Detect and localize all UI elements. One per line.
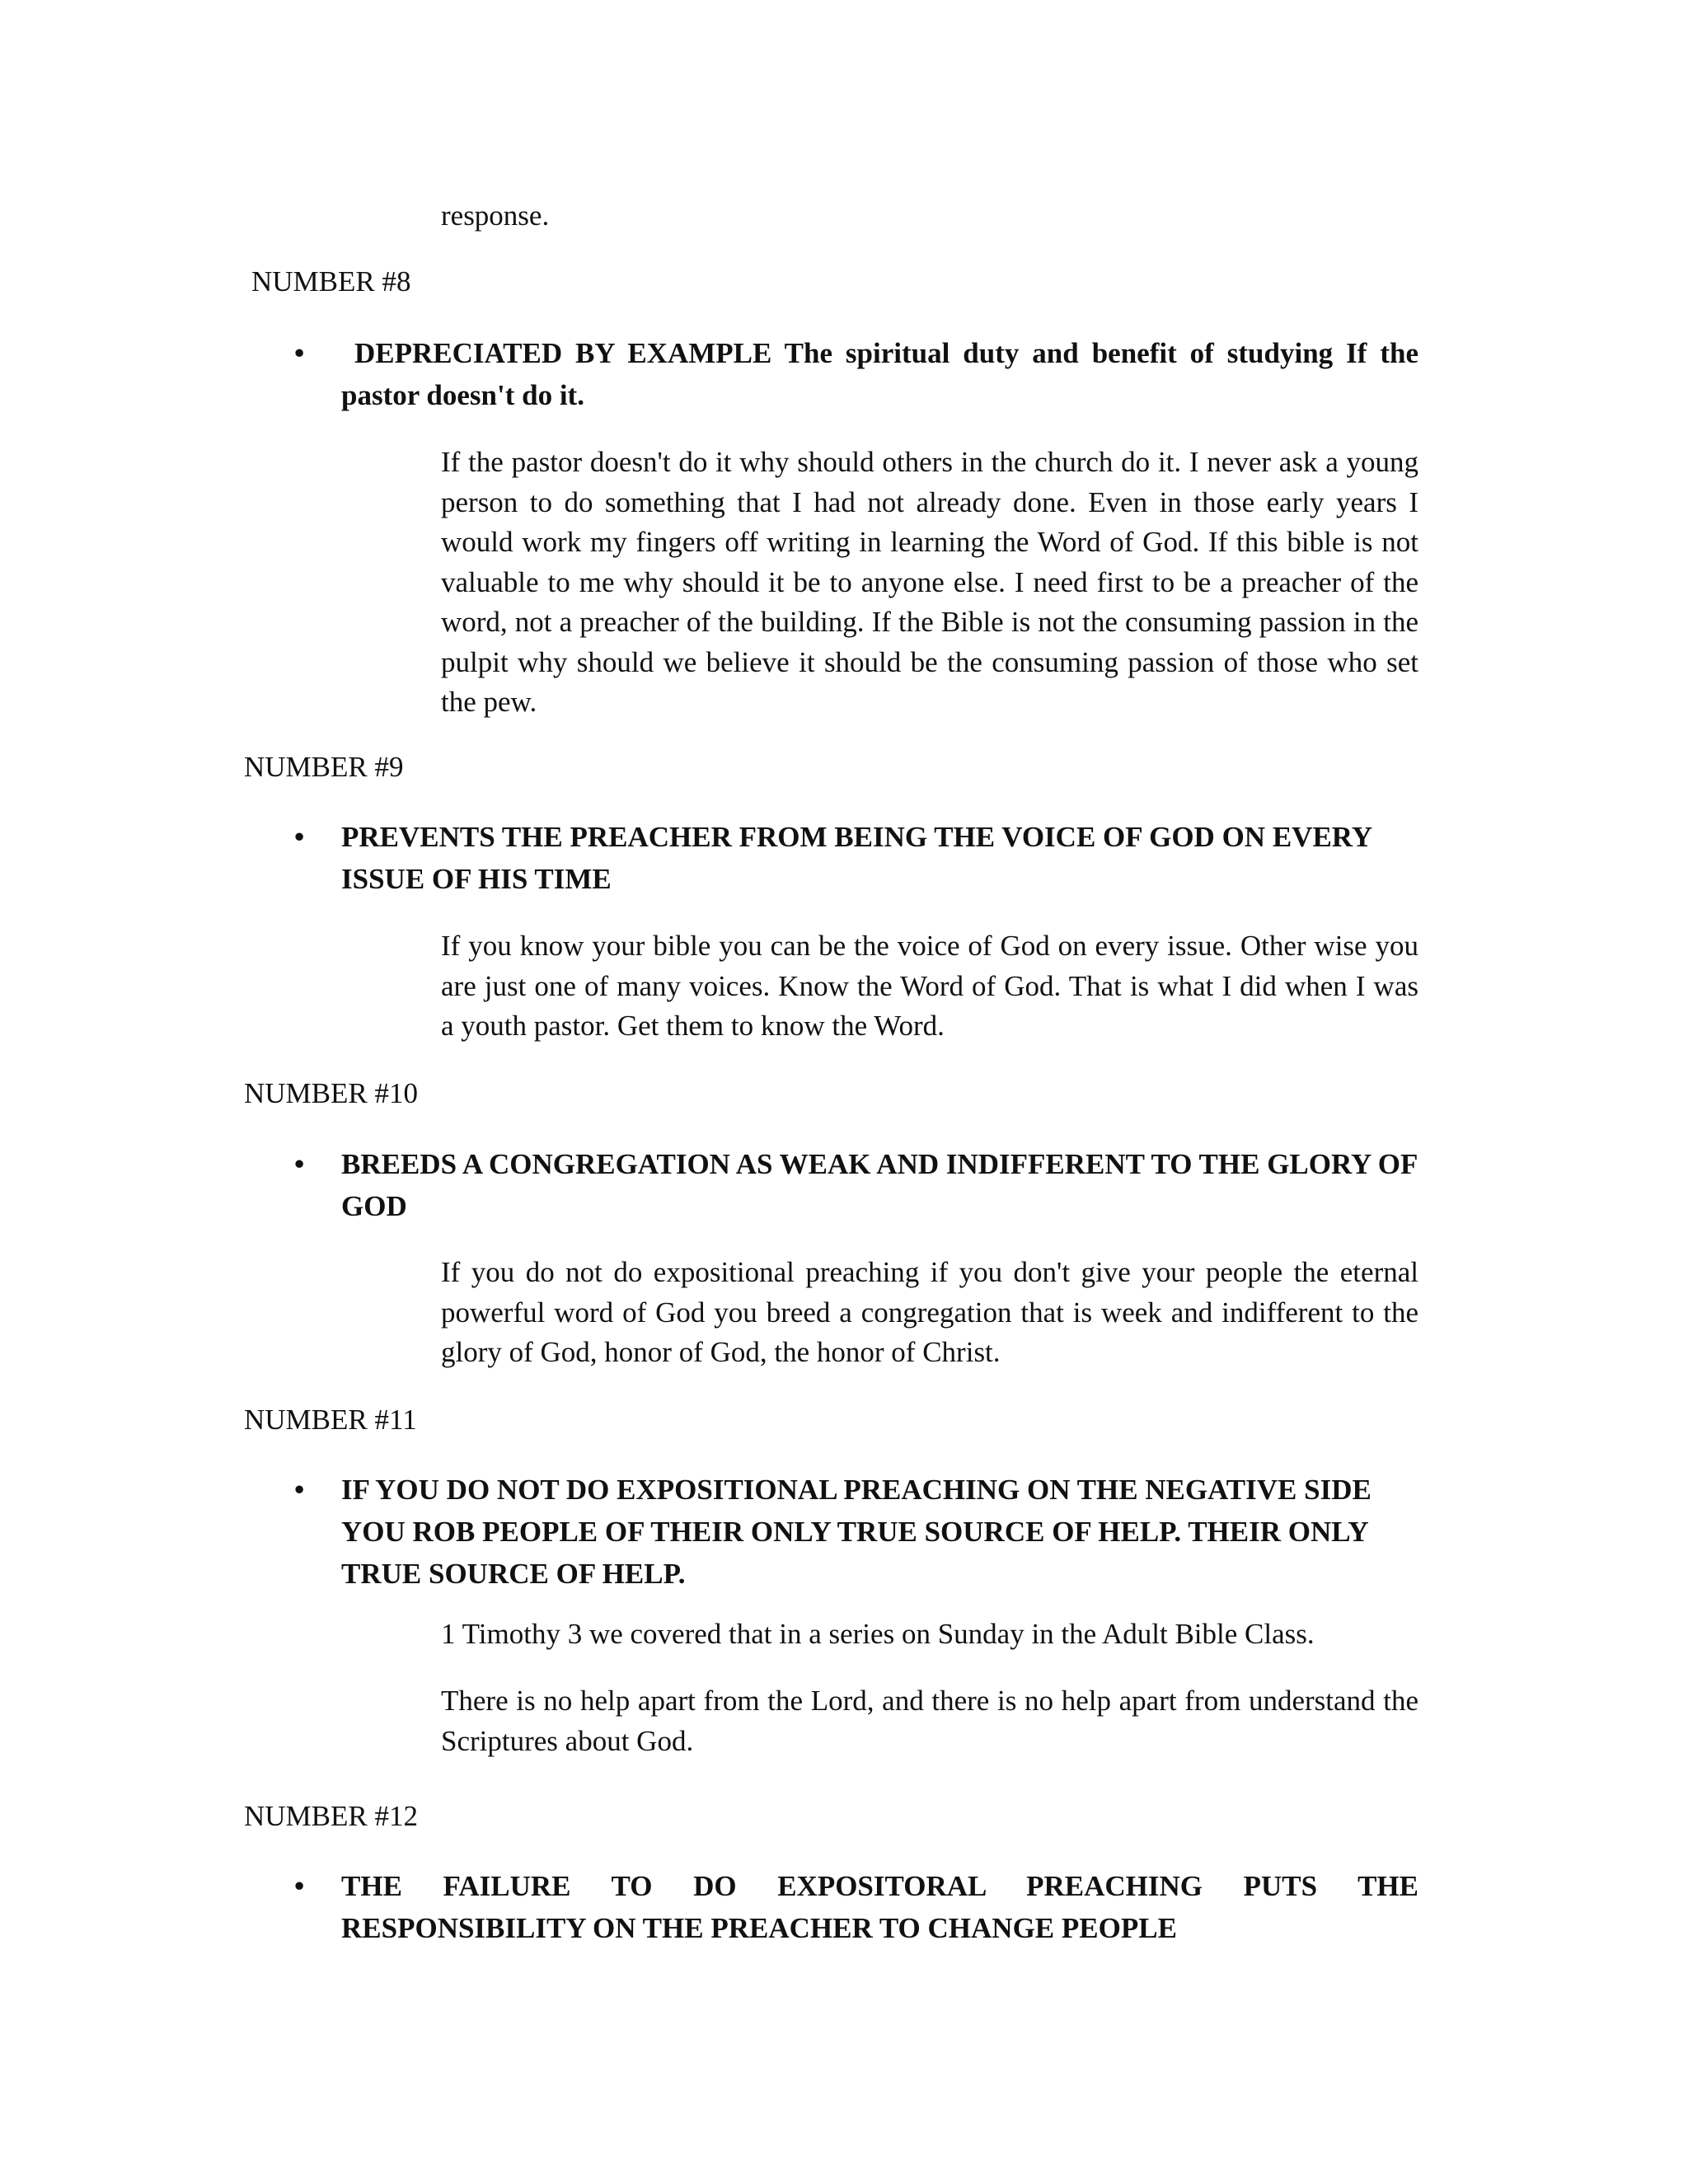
bullet-heading-9: PREVENTS THE PREACHER FROM BEING THE VOICE OF GOD ON EVERY ISSUE OF HIS TIME [341, 821, 1372, 895]
section-number-8: NUMBER #8 [251, 265, 411, 298]
section-number-10: NUMBER #10 [244, 1077, 418, 1109]
bullet-heading-11: IF YOU DO NOT DO EXPOSITIONAL PREACHING ON THE NEGATIVE SIDE YOU ROB PEOPLE OF THEIR ONLY TRUE SOURCE OF HELP. THEIR ONLY TRUE SOURCE OF HELP. [341, 1474, 1372, 1590]
section-number-11: NUMBER #11 [244, 1404, 417, 1436]
body-paragraph-9: If you know your bible you can be the voice of God on every issue. Other wise you are just one of many voices. Know the Word of God. That is what I did when I was a youth pastor. Get them to know the Word. [441, 930, 1418, 1042]
bullet-icon: • [294, 1148, 305, 1180]
body-paragraph-11a: 1 Timothy 3 we covered that in a series on Sunday in the Adult Bible Class. [441, 1618, 1315, 1650]
bullet-icon: • [294, 337, 305, 369]
bullet-icon: • [294, 821, 305, 853]
body-paragraph-8: If the pastor doesn't do it why should others in the church do it. I never ask a young person to do something that I had not already done. Even in those early years I would work my fingers off writing in learning the Word of God. If this bible is not valuable to me why should it be to anyone else. I need first to be a preacher of the word, not a preacher of the building. If the Bible is not the consuming passion in the pulpit why should we believe it should be the consuming passion of those who set the pew. [441, 446, 1418, 718]
body-paragraph-10: If you do not do expositional preaching if you don't give your people the eternal powerful word of God you breed a congregation that is week and indifferent to the glory of God, honor of God, the honor of Christ. [441, 1256, 1418, 1368]
bullet-heading-8-line2: pastor doesn't do it. [341, 379, 584, 411]
section-number-12: NUMBER #12 [244, 1800, 418, 1832]
bullet-heading-12-line2: RESPONSIBILITY ON THE PREACHER TO CHANGE PEOPLE [341, 1912, 1177, 1944]
section-number-9: NUMBER #9 [244, 751, 404, 783]
bullet-heading-12-line1: THE FAILURE TO DO EXPOSITORAL PREACHING PUTS THE [341, 1870, 1418, 1902]
continued-text: response. [441, 199, 550, 232]
bullet-heading-10: BREEDS A CONGREGATION AS WEAK AND INDIFFERENT TO THE GLORY OF GOD [341, 1148, 1418, 1222]
bullet-icon: • [294, 1870, 305, 1902]
body-paragraph-11b: There is no help apart from the Lord, and there is no help apart from understand the Scriptures about God. [441, 1685, 1418, 1757]
bullet-heading-8-line1: DEPRECIATED BY EXAMPLE The spiritual duty and benefit of studying If the [341, 337, 1418, 369]
bullet-icon: • [294, 1474, 305, 1506]
